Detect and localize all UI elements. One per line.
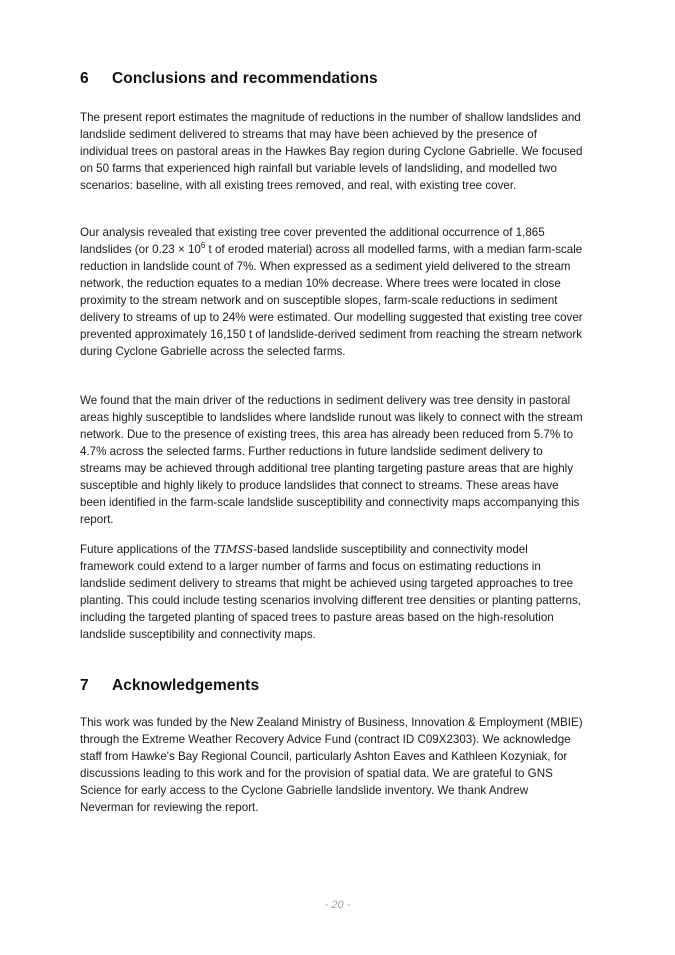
superscript-exponent: 6	[200, 241, 206, 251]
model-name: TIMSS	[213, 542, 254, 556]
conclusions-paragraph-2	[80, 224, 583, 360]
paragraph-text: Our analysis revealed that existing tree cover prevented the additional occurrence of 1,865 landslides (or 0.23 × 10	[80, 226, 545, 256]
section-number: 6	[80, 70, 89, 87]
section-heading-conclusions	[80, 70, 378, 88]
section-title: Acknowledgements	[112, 677, 260, 694]
paragraph-text: Future applications of the	[80, 543, 214, 556]
section-title: Conclusions and recommendations	[112, 70, 378, 87]
section-number: 7	[80, 677, 89, 694]
paragraph-text: -based landslide susceptibility and connectivity model framework could extend to a larger number of farms and focus on estimating reductions in landslide sediment delivery to streams that might be achieved using targeted approaches to tree planting. This could include testing scenarios involving different tree densities or planting patterns, including the targeted planting of spaced trees to pasture areas based on the high-resolution landslide susceptibility and connectivity maps.	[80, 543, 581, 641]
conclusions-paragraph-4	[80, 541, 583, 643]
conclusions-paragraph-1: The present report estimates the magnitude of reductions in the number of shallow landslides and landslide sediment delivered to streams that may have been achieved by the presence of individual trees on pastoral areas in the Hawkes Bay region during Cyclone Gabrielle. We focused on 50 farms that experienced high rainfall but variable levels of landsliding, and modelled two scenarios: baseline, with all existing trees removed, and real, with existing tree cover.	[80, 111, 583, 192]
conclusions-paragraph-3: We found that the main driver of the reductions in sediment delivery was tree density in pastoral areas highly susceptible to landslides where landslide runout was likely to connect with the stream network. Due to the presence of existing trees, this area has already been reduced from 5.7% to 4.7% across the selected farms. Further reductions in future landslide sediment delivery to streams may be achieved through additional tree planting targeting pasture areas that are highly susceptible and highly likely to produce landslides that connect to streams. These areas have been identified in the farm-scale landslide susceptibility and connectivity maps accompanying this report.	[80, 394, 583, 526]
section-heading-acknowledgements	[80, 677, 259, 695]
paragraph-text: t of eroded material) across all modelled farms, with a median farm-scale reduction in landslide count of 7%. When expressed as a sediment yield delivered to the stream network, the reduction equates to a median 10% decrease. Where trees were located in close proximity to the stream network and on susceptible slopes, farm-scale reductions in sediment delivery to streams of up to 24% were estimated. Our modelling suggested that existing tree cover prevented approximately 16,150 t of landslide-derived sediment from reaching the stream network during Cyclone Gabrielle across the selected farms.	[80, 243, 583, 358]
acknowledgements-paragraph: This work was funded by the New Zealand Ministry of Business, Innovation & Employment (MBIE) through the Extreme Weather Recovery Advice Fund (contract ID C09X2303). We acknowledge staff from Hawke's Bay Regional Council, particularly Ashton Eaves and Kathleen Kozyniak, for discussions leading to this work and for the provision of spatial data. We are grateful to GNS Science for early access to the Cyclone Gabrielle landslide inventory. We thank Andrew Neverman for reviewing the report.	[80, 716, 583, 814]
page-number: - 20 -	[324, 899, 351, 911]
